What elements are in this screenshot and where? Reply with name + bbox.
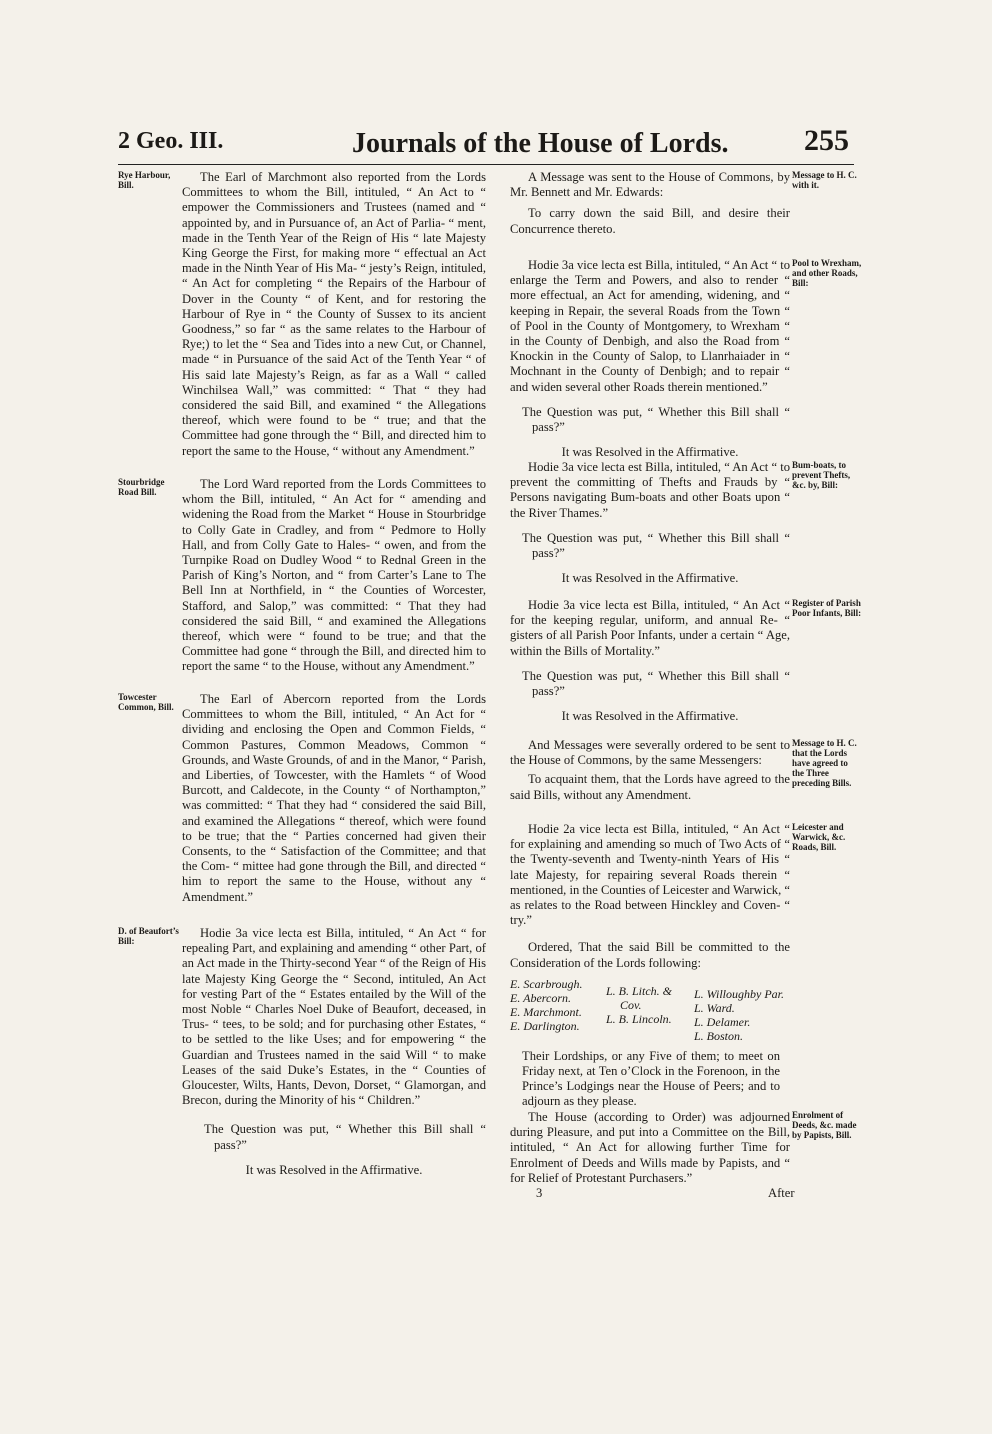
beaufort-entry <box>182 926 486 1178</box>
margin-note-register: Register of Parish Poor Infants, Bill: <box>792 598 862 618</box>
message-entry <box>510 170 790 237</box>
margin-note-rye: Rye Harbour, Bill. <box>118 170 171 190</box>
header-rule <box>118 164 854 165</box>
lord-l-delamer: L. Delamer. <box>694 1014 751 1029</box>
pool-resolved: It was Resolved in the Affirmative. <box>561 445 739 460</box>
pool-text: Hodie 3a vice lecta est Billa, intituled, “ An Act “ to enlarge the Term and Powers, and also to render “ more effectual, an Act for amending, widening, and “ keeping in Repair, the several Roads from the Town “ of Pool in the County of Montgomery, to Wrexham “ in the County of Denbigh, and also the Road from “ Knockin in the County of Salop, to Llanrhaiader in “ Mochnant in the County of Denbigh; and to repair “ and widen several other Roads therein mentioned.” <box>510 258 790 394</box>
margin-note-leicester: Leicester and Warwick, &c. Roads, Bill. <box>792 822 846 852</box>
bumboats-entry <box>510 460 790 586</box>
stourbridge-text: The Lord Ward reported from the Lords Committees to whom the Bill, intituled, “ An Act for “ amending and widening the Road from the Market “ House in Stourbridge to Colly Gate in Cradley, and from “ Pedmore to Holly Hall, and from Colly Gate to Hales- “ owen, and from the Turnpike Road on Dudley Wood “ to Rednal Green in the Parish of King’s Norton, and “ from Carter’s Lane to The Bell Inn at Northfield, in “ the Counties of Worcester, Stafford, and Salop,” was committed: “ That they had considered the said Bill, “ and examined the Allegations thereof, which were “ found to be true; and that the Committee had gone “ through the Bill, and directed him to report the same “ to the House, without any Amendment.” <box>182 477 486 674</box>
signature-mark: 3 <box>536 1186 543 1200</box>
register-question: The Question was put, “ Whether this Bill shall “ pass?” <box>522 668 790 699</box>
enrolment-entry <box>510 1110 790 1186</box>
register-resolved: It was Resolved in the Affirmative. <box>561 709 739 724</box>
bumboats-resolved: It was Resolved in the Affirmative. <box>561 571 739 586</box>
margin-note-beaufort: D. of Beaufort’s Bill: <box>118 926 179 946</box>
lord-l-b-lincoln: L. B. Lincoln. <box>606 1011 672 1026</box>
lord-e-scarbrough: E. Scarbrough. <box>510 976 583 991</box>
leicester-entry <box>510 822 790 1110</box>
leicester-ordered: Ordered, That the said Bill be committed to the Consideration of the Lords following: <box>510 940 790 970</box>
bumboats-question: The Question was put, “ Whether this Bill shall “ pass?” <box>522 530 790 561</box>
lord-l-boston: L. Boston. <box>694 1028 744 1043</box>
margin-note-enrolment: Enrolment of Deeds, &c. made by Papists, Bill. <box>792 1110 857 1140</box>
leicester-meeting: Their Lordships, or any Five of them; to meet on Friday next, at Ten o’Clock in the Forenoon, in the Prince’s Lodgings near the House of Peers; and to adjourn as they please. <box>522 1048 780 1109</box>
committee-lords-list <box>510 977 790 1043</box>
beaufort-question: The Question was put, “ Whether this Bill shall “ pass?” <box>204 1122 486 1152</box>
catchword: After <box>768 1186 795 1200</box>
lord-l-ward: L. Ward. <box>694 1000 735 1015</box>
enrolment-text: The House (according to Order) was adjourned during Pleasure, and put into a Committee on the Bill, intituled, “ An Act for allowing further Time for Enrolment of Deeds and Wills made by Papists, and “ for Relief of Protestant Purchasers.” <box>510 1110 790 1185</box>
message-text2: To carry down the said Bill, and desire their Concurrence thereto. <box>510 206 790 236</box>
margin-note-towcester: Towcester Common, Bill. <box>118 692 174 712</box>
lord-e-darlington: E. Darlington. <box>510 1018 580 1033</box>
leicester-text: Hodie 2a vice lecta est Billa, intituled, “ An Act “ for explaining and amending so much of Two Acts of “ the Twenty-seventh and Twenty-ninth Years of His “ late Majesty, for repairing several Roads therein “ mentioned, in the Counties of Leicester and Warwick, “ as relates to the Road between Hinckley and Coven- “ try.” <box>510 822 790 928</box>
running-head-title: Journals of the House of Lords. <box>352 128 729 159</box>
messages-text2: To acquaint them, that the Lords have agreed to the said Bills, without any Amendment. <box>510 772 790 802</box>
beaufort-text: Hodie 3a vice lecta est Billa, intituled, “ An Act “ for repealing Part, and explaining and amending “ other Part, of an Act made in the Thirty-second Year “ of the Reign of His late Majesty King George the “ Second, intituled, An Act for vesting Part of the “ Estates entailed by the Will of the most Noble “ Charles Noel Duke of Beaufort, deceased, in Trus- “ tees, to be sold; and for purchasing other Estates, “ to be settled to the like Uses; and for empowering “ the Guardian and Trustees named in the said Will “ to make Leases of the said Duke’s Estates, in the “ Counties of Gloucester, Wilts, Hants, Devon, Dorset, “ Glamorgan, and Brecon, during the Minority of his “ Children.” <box>182 926 486 1108</box>
rye-harbour-text: The Earl of Marchmont also reported from the Lords Committees to whom the Bill, intituled, “ An Act to “ empower the Commissioners and Trustees (named and “ appointed by, and in Pursuance of, an Act of Parlia- “ ment, made in the Tenth Year of the Reign of His “ late Majesty King George the First, for making more “ effectual an Act made in the Ninth Year of His Ma- “ jesty’s Reign, intituled, “ An Act for completing “ the Repairs of the Harbour of Dover in the County “ of Kent, and for restoring the Harbour of Rye in “ the County of Sussex to its ancient Goodness,” so far “ as the same relates to the Harbour of Rye;) to let the “ Sea and Tides into a new Cut, or Channel, made “ in Pursuance of the said Act of the Tenth Year “ of His said late Majesty’s Reign, as far as a Wall “ called Winchilsea Wall,” was committed: “ That “ they had considered the said Bill, and examined “ the Allegations thereof, which were found to be “ true; and that the Committee had gone through the “ Bill, and directed him to report the same to the House, “ without any Amendment.” <box>182 170 486 458</box>
margin-note-messages: Message to H. C. that the Lords have agreed to the Three preceding Bills. <box>792 738 857 788</box>
messages-entry <box>510 738 790 803</box>
rye-harbour-entry <box>182 170 486 459</box>
lord-l-b-litch: L. B. Litch. & <box>606 983 673 998</box>
lord-l-willoughby-par: L. Willoughby Par. <box>694 986 785 1001</box>
lord-e-abercorn: E. Abercorn. <box>510 990 571 1005</box>
beaufort-resolved: It was Resolved in the Affirmative. <box>245 1162 423 1177</box>
pool-question: The Question was put, “ Whether this Bill shall “ pass?” <box>522 404 790 435</box>
margin-note-bumboats: Bum-boats, to prevent Thefts, &c. by, Bill: <box>792 460 851 490</box>
stourbridge-entry <box>182 477 486 675</box>
pool-entry <box>510 258 790 460</box>
lord-l-b-litch-cov: Cov. <box>620 997 642 1012</box>
towcester-text: The Earl of Abercorn reported from the Lords Committees to whom the Bill, intituled, “ An Act for “ dividing and enclosing the Open and Common Fields, “ Common Pastures, Common Meadows, Common “ Grounds, and Waste Grounds, of and in the Manor, “ Parish, and Liberties, of Towcester, with the Hamlets “ of Wood Burcott, and Caldecote, in the County “ of Northampton,” was committed: “ That they had “ considered the said Bill, and examined the Allegations “ thereof, which were found to be true; that the “ Parties concerned had given their Consents, to the “ Satisfaction of the Committee; and that the Com- “ mittee had gone through the Bill, and directed “ him to report the same to the House, without any “ Amendment.” <box>182 692 486 904</box>
messages-text: And Messages were severally ordered to be sent to the House of Commons, by the same Messengers: <box>510 738 790 768</box>
register-entry <box>510 598 790 724</box>
register-text: Hodie 3a vice lecta est Billa, intituled, “ An Act “ for the keeping regular, uniform, and annual Re- “ gisters of all Parish Poor Infants, under a certain “ Age, within the Bills of Mortality.” <box>510 598 790 658</box>
towcester-entry <box>182 692 486 905</box>
lord-e-marchmont: E. Marchmont. <box>510 1004 582 1019</box>
margin-note-stourbridge: Stourbridge Road Bill. <box>118 477 165 497</box>
message-text: A Message was sent to the House of Commons, by Mr. Bennett and Mr. Edwards: <box>510 170 790 200</box>
running-head-regnal-year: 2 Geo. III. <box>118 128 224 154</box>
margin-note-message: Message to H. C. with it. <box>792 170 857 190</box>
bumboats-text: Hodie 3a vice lecta est Billa, intituled, “ An Act “ to prevent the committing of Thefts and Frauds by “ Persons navigating Bum-boats and other Boats upon “ the River Thames.” <box>510 460 790 520</box>
margin-note-pool: Pool to Wrexham, and other Roads, Bill: <box>792 258 862 288</box>
page-number: 255 <box>804 124 849 157</box>
